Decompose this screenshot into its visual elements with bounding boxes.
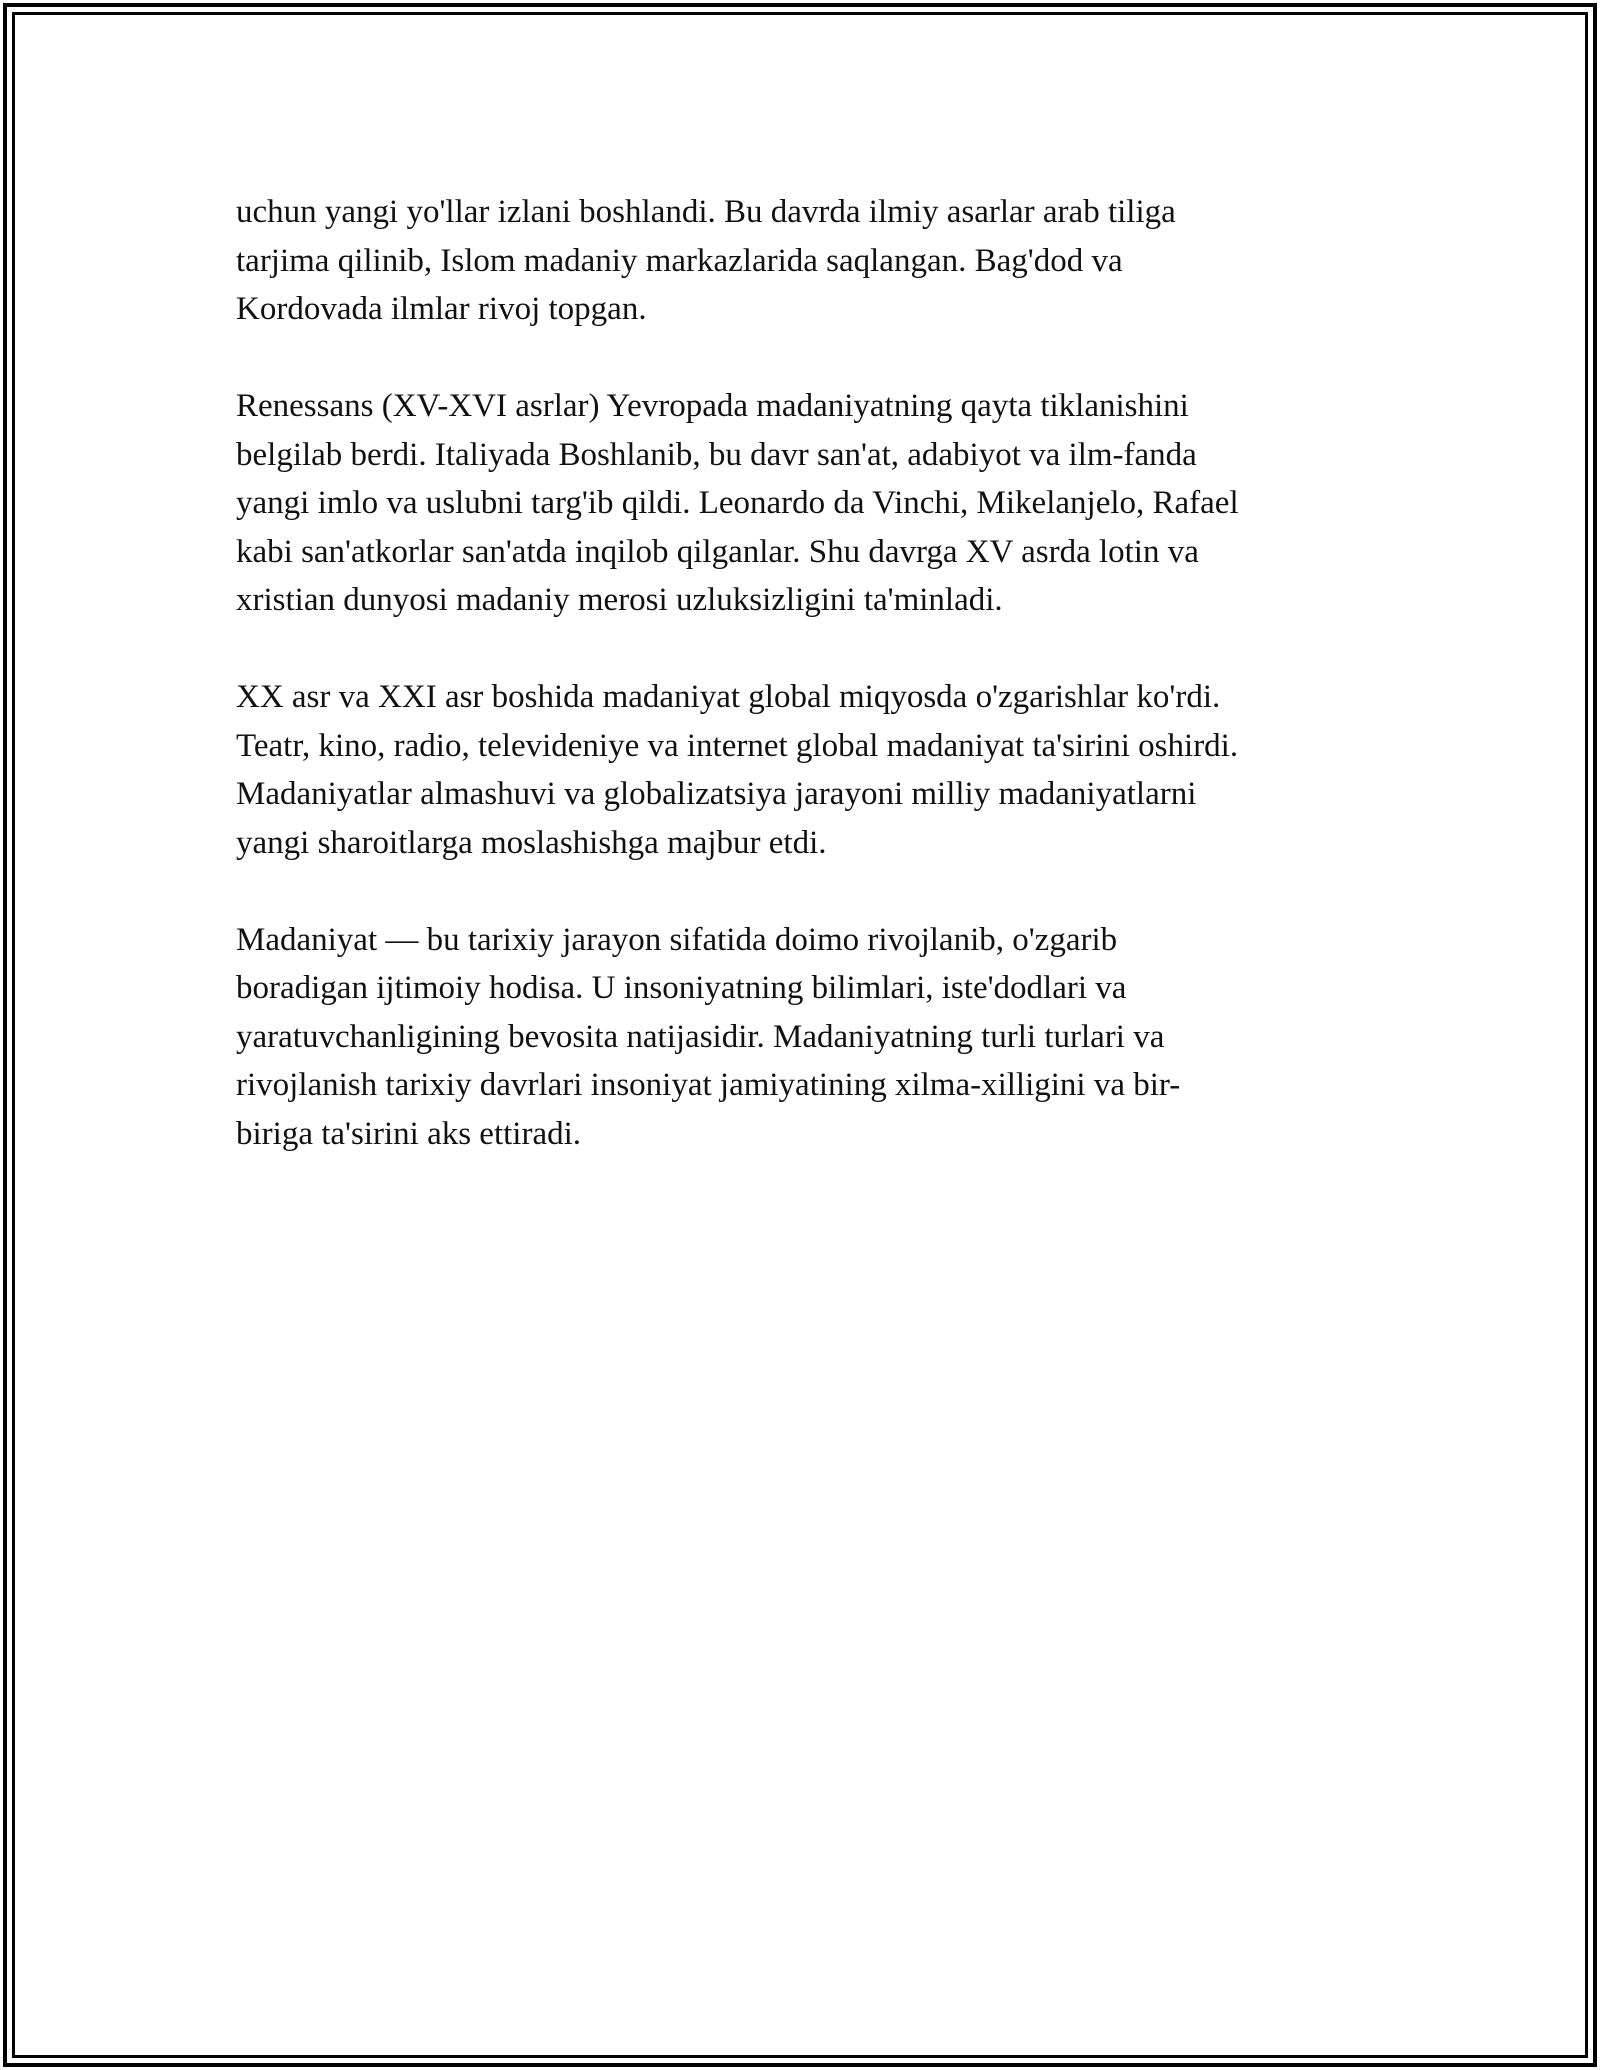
paragraph-renaissance (236, 382, 1366, 625)
text-line: Kordovada ilmlar rivoj topgan. (236, 291, 647, 327)
paragraph-medieval-science (236, 188, 1366, 334)
text-line: Renessans (XV-XVI asrlar) Yevropada madaniyatning qayta tiklanishini (236, 388, 1189, 424)
text-line: xristian dunyosi madaniy merosi uzluksizligini ta'minladi. (236, 582, 1003, 618)
text-line: yangi sharoitlarga moslashishga majbur etdi. (236, 824, 827, 861)
text-line: rivojlanish tarixiy davrlari insoniyat jamiyatining xilma-xilligini va bir- (236, 1067, 1181, 1103)
paragraph-modern-era (236, 673, 1366, 867)
text-line: biriga ta'sirini aks ettiradi. (236, 1115, 582, 1152)
text-line: Madaniyatlar almashuvi va globalizatsiya jarayoni milliy madaniyatlarni (236, 776, 1197, 812)
text-line: Madaniyat — bu tarixiy jarayon sifatida doimo rivojlanib, o'zgarib (236, 921, 1118, 958)
text-line: XX asr va XXI asr boshida madaniyat global miqyosda o'zgarishlar ko'rdi. (236, 679, 1221, 715)
text-line: yangi imlo va uslubni targ'ib qildi. Leonardo da Vinchi, Mikelanjelo, Rafael (236, 485, 1239, 521)
document-body (236, 188, 1366, 1207)
text-line: uchun yangi yo'llar izlani boshlandi. Bu davrda ilmiy asarlar arab tiliga (236, 194, 1176, 230)
text-line: belgilab berdi. Italiyada Boshlanib, bu davr san'at, adabiyot va ilm-fanda (236, 436, 1197, 473)
text-line: tarjima qilinib, Islom madaniy markazlarida saqlangan. Bag'dod va (236, 242, 1123, 279)
paragraph-conclusion (236, 916, 1366, 1159)
text-line: kabi san'atkorlar san'atda inqilob qilganlar. Shu davrga XV asrda lotin va (236, 533, 1199, 570)
text-line: boradigan ijtimoiy hodisa. U insoniyatning bilimlari, iste'dodlari va (236, 970, 1127, 1006)
text-line: Teatr, kino, radio, televideniye va internet global madaniyat ta'sirini oshirdi. (236, 727, 1239, 764)
text-line: yaratuvchanligining bevosita natijasidir. Madaniyatning turli turlari va (236, 1018, 1165, 1055)
